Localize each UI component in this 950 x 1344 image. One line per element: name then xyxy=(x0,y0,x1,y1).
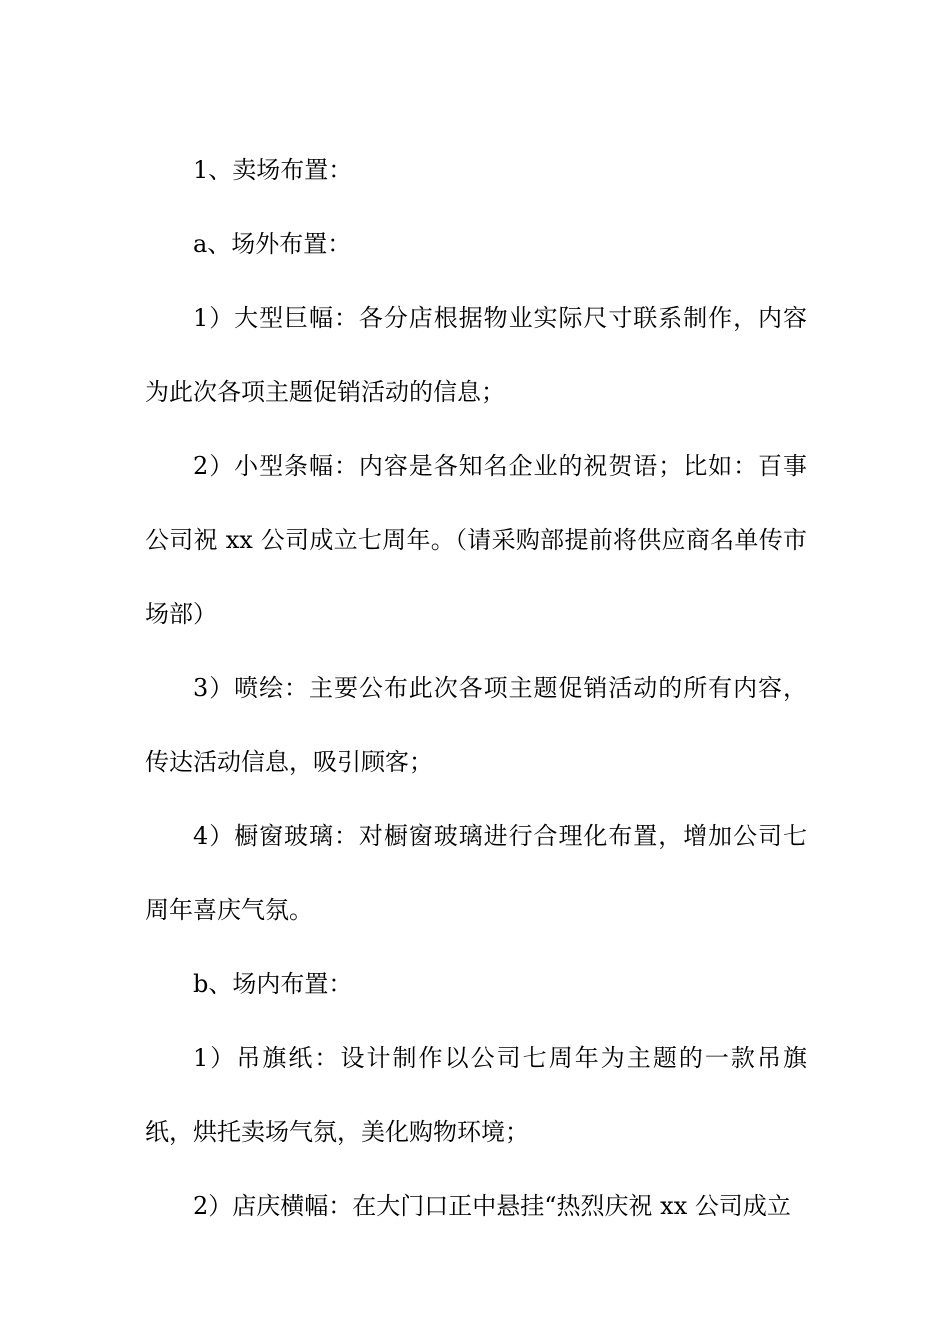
document-body xyxy=(145,133,807,1243)
subsection-heading-outdoor: a、场外布置： xyxy=(193,230,352,258)
section-heading-store-layout: 1、卖场布置： xyxy=(193,156,353,184)
paragraph-large-banner: 1）大型巨幅：各分店根据物业实际尺寸联系制作，内容为此次各项主题促销活动的信息； xyxy=(145,304,807,406)
paragraph-inkjet-poster: 3）喷绘：主要公布此次各项主题促销活动的所有内容，传达活动信息，吸引顾客； xyxy=(145,674,807,776)
paragraph-window-glass: 4）橱窗玻璃：对橱窗玻璃进行合理化布置，增加公司七周年喜庆气氛。 xyxy=(145,822,807,924)
paragraph-anniversary-banner: 2）店庆横幅：在大门口正中悬挂“热烈庆祝 xx 公司成立 xyxy=(193,1192,791,1220)
paragraph-hanging-flags: 1）吊旗纸：设计制作以公司七周年为主题的一款吊旗纸，烘托卖场气氛，美化购物环境； xyxy=(145,1044,807,1146)
paragraph-small-banner: 2）小型条幅：内容是各知名企业的祝贺语；比如：百事公司祝 xx 公司成立七周年。（请采购部提前将供应商名单传市场部） xyxy=(145,452,807,628)
subsection-heading-indoor: b、场内布置： xyxy=(193,970,353,998)
